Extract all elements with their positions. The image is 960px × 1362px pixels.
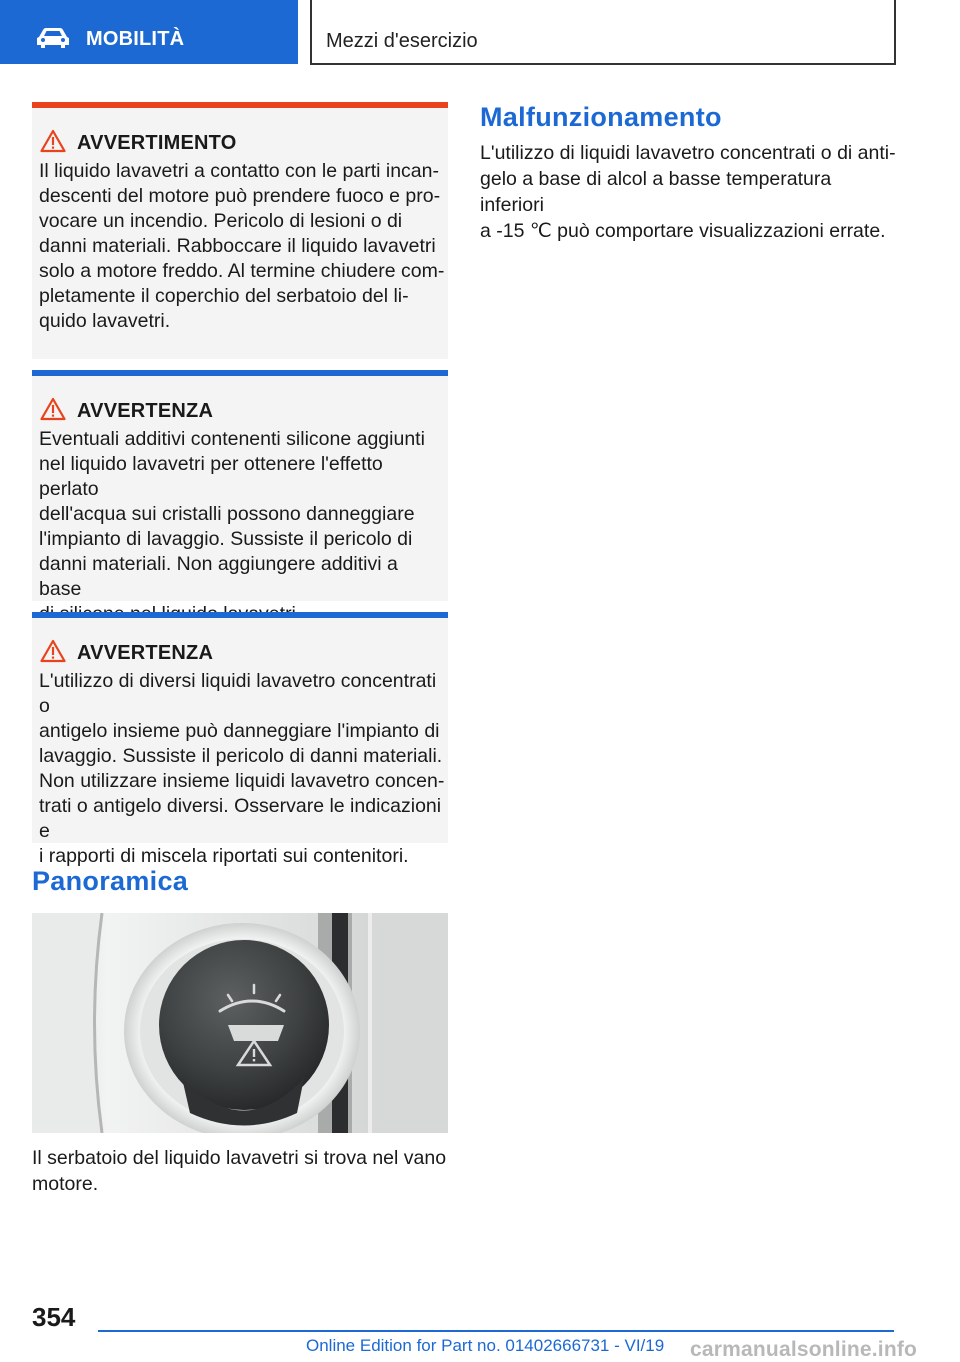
warning-line: lavaggio. Sussiste il pericolo di danni materiali. bbox=[39, 745, 443, 767]
warning-line: quido lavavetri. bbox=[39, 310, 171, 332]
footer-divider bbox=[98, 1330, 894, 1332]
warning-line: L'utilizzo di diversi liquidi lavavetro concentrati o bbox=[39, 670, 437, 717]
warning-line: antigelo insieme può danneggiare l'impianto di bbox=[39, 720, 440, 742]
page-number: 354 bbox=[32, 1302, 76, 1332]
warning-line: vocare un incendio. Pericolo di lesioni o di bbox=[39, 210, 403, 232]
warning-text bbox=[39, 669, 445, 869]
header-section-tab bbox=[0, 0, 298, 64]
warning-box-silicone bbox=[32, 370, 448, 601]
warning-line: Il liquido lavavetri a contatto con le parti incan- bbox=[39, 160, 439, 182]
warning-line: descenti del motore può prendere fuoco e pro- bbox=[39, 185, 441, 207]
warning-title: AVVERTIMENTO bbox=[77, 132, 237, 154]
warning-bar bbox=[32, 370, 448, 376]
malfunction-text bbox=[480, 140, 900, 244]
warning-title: AVVERTENZA bbox=[77, 400, 214, 422]
warning-box-fire bbox=[32, 102, 448, 359]
warning-line: dell'acqua sui cristalli possono danneggiare bbox=[39, 503, 415, 525]
warning-line: pletamente il coperchio del serbatoio del li- bbox=[39, 285, 409, 307]
warning-line: i rapporti di miscela riportati sui contenitori. bbox=[39, 845, 409, 867]
warning-line: nel liquido lavavetri per ottenere l'effetto perlato bbox=[39, 453, 383, 500]
warning-line: l'impianto di lavaggio. Sussiste il pericolo di bbox=[39, 528, 413, 550]
section-title-malfunzionamento: Malfunzionamento bbox=[480, 102, 722, 132]
car-icon bbox=[36, 27, 70, 49]
warning-triangle-icon bbox=[40, 639, 66, 663]
warning-line: danni materiali. Non aggiungere additivi a base bbox=[39, 553, 398, 600]
warning-line: Non utilizzare insieme liquidi lavavetro concen- bbox=[39, 770, 445, 792]
washer-reservoir-photo bbox=[32, 913, 448, 1133]
warning-triangle-icon bbox=[40, 397, 66, 421]
malfunction-line: gelo a base di alcol a basse temperatura inferiori bbox=[480, 168, 832, 216]
warning-line: trati o antigelo diversi. Osservare le indicazioni e bbox=[39, 795, 442, 842]
warning-bar bbox=[32, 102, 448, 108]
malfunction-line: a -15 ℃ può comportare visualizzazioni errate. bbox=[480, 220, 886, 242]
malfunction-line: L'utilizzo di liquidi lavavetro concentrati o di anti- bbox=[480, 142, 896, 164]
warning-line: danni materiali. Rabboccare il liquido lavavetri bbox=[39, 235, 436, 257]
warning-text bbox=[39, 159, 445, 334]
chapter-header bbox=[310, 0, 896, 65]
section-title-panoramica: Panoramica bbox=[32, 866, 189, 896]
warning-line: Eventuali additivi contenenti silicone aggiunti bbox=[39, 428, 425, 450]
warning-line: solo a motore freddo. Al termine chiudere com- bbox=[39, 260, 445, 282]
photo-caption bbox=[32, 1145, 448, 1197]
section-label: MOBILITÀ bbox=[86, 28, 185, 50]
edition-text: Online Edition for Part no. 01402666731 - VI/19 bbox=[306, 1336, 665, 1355]
chapter-label: Mezzi d'esercizio bbox=[326, 30, 478, 52]
warning-triangle-icon bbox=[40, 129, 66, 153]
caption-line: motore. bbox=[32, 1173, 99, 1195]
caption-line: Il serbatoio del liquido lavavetri si trova nel vano bbox=[32, 1147, 447, 1169]
warning-title: AVVERTENZA bbox=[77, 642, 214, 664]
warning-bar bbox=[32, 612, 448, 618]
warning-box-mixing bbox=[32, 612, 448, 867]
warning-text bbox=[39, 427, 445, 627]
watermark: carmanualsonline.info bbox=[690, 1338, 918, 1361]
